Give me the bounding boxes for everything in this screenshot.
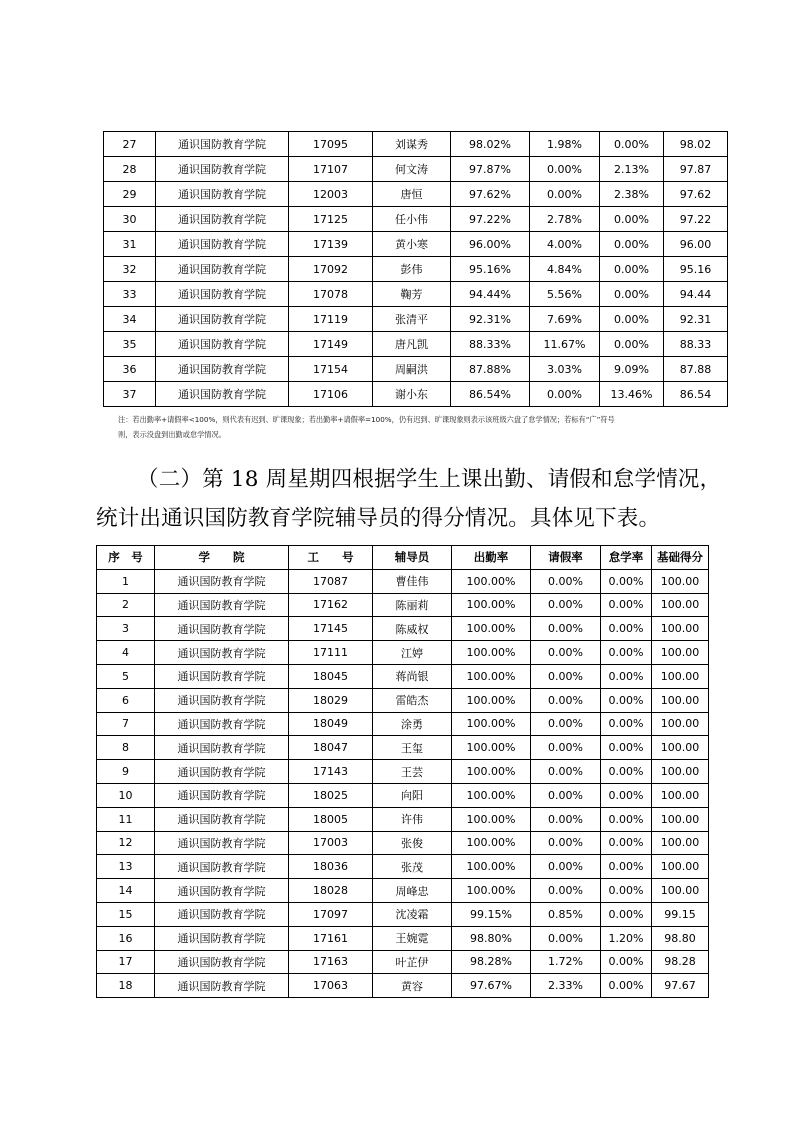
table-cell: 2.33%: [531, 974, 601, 998]
table-cell: 0.00%: [530, 182, 600, 207]
table-cell: 17092: [289, 257, 373, 282]
table-row: [104, 257, 728, 282]
table2-body: [97, 569, 709, 997]
table-cell: 谢小东: [373, 382, 451, 407]
table-row: [104, 157, 728, 182]
table-cell: 通识国防教育学院: [156, 332, 289, 357]
table-cell: 陈威权: [373, 617, 452, 641]
table-cell: 彭伟: [373, 257, 451, 282]
column-header: 出勤率: [452, 546, 531, 570]
table-cell: 98.02%: [451, 132, 530, 157]
table-cell: 0.00%: [531, 926, 601, 950]
table-row: [104, 182, 728, 207]
table-cell: 97.62%: [451, 182, 530, 207]
table-cell: 13: [97, 855, 155, 879]
table-cell: 通识国防教育学院: [156, 232, 289, 257]
counselor-score-table: [96, 545, 709, 998]
table-cell: 37: [104, 382, 156, 407]
table-cell: 94.44%: [451, 282, 530, 307]
table-row: [97, 760, 709, 784]
table-cell: 0.00%: [601, 736, 652, 760]
attendance-table-continued: [103, 131, 728, 407]
table-cell: 0.00%: [601, 664, 652, 688]
table-cell: 通识国防教育学院: [156, 282, 289, 307]
table-cell: 18036: [289, 855, 373, 879]
table-cell: 通识国防教育学院: [155, 950, 289, 974]
table-cell: 100.00%: [452, 593, 531, 617]
table-cell: 31: [104, 232, 156, 257]
table-cell: 18047: [289, 736, 373, 760]
table-cell: 0.00%: [531, 593, 601, 617]
table-row: [97, 902, 709, 926]
table-cell: 17106: [289, 382, 373, 407]
table-cell: 0.00%: [601, 902, 652, 926]
column-header: 请假率: [531, 546, 601, 570]
table-cell: 11.67%: [530, 332, 600, 357]
table-cell: 唐恒: [373, 182, 451, 207]
table-cell: 通识国防教育学院: [155, 879, 289, 903]
table-cell: 18025: [289, 783, 373, 807]
table-cell: 100.00: [652, 641, 709, 665]
table-cell: 0.00%: [600, 232, 664, 257]
table-cell: 100.00%: [452, 569, 531, 593]
table-cell: 17125: [289, 207, 373, 232]
table-cell: 2: [97, 593, 155, 617]
table-cell: 100.00: [652, 664, 709, 688]
table-cell: 86.54: [664, 382, 728, 407]
table-cell: 36: [104, 357, 156, 382]
table-cell: 通识国防教育学院: [155, 664, 289, 688]
table-cell: 0.00%: [601, 760, 652, 784]
table-cell: 通识国防教育学院: [155, 926, 289, 950]
table-cell: 鞠芳: [373, 282, 451, 307]
table-cell: 张茂: [373, 855, 452, 879]
table-cell: 通识国防教育学院: [155, 760, 289, 784]
table1-body: [104, 132, 728, 407]
table-cell: 5.56%: [530, 282, 600, 307]
footnote-line-1: 注：若出勤率+请假率<100%，则代表有迟到、旷课现象；若出勤率+请假率=100%，仍有迟到、旷课现象则表示该班级六盘了怠学情况；若标有“广”符号: [118, 415, 615, 424]
table-cell: 8: [97, 736, 155, 760]
table-cell: 100.00: [652, 617, 709, 641]
table2-header-row: [97, 546, 709, 570]
table-cell: 17003: [289, 831, 373, 855]
table-cell: 周峰忠: [373, 879, 452, 903]
table-row: [97, 831, 709, 855]
table-cell: 94.44: [664, 282, 728, 307]
table-cell: 30: [104, 207, 156, 232]
table-cell: 100.00: [652, 688, 709, 712]
table-cell: 18028: [289, 879, 373, 903]
table-cell: 0.00%: [600, 307, 664, 332]
table-cell: 27: [104, 132, 156, 157]
table-cell: 100.00: [652, 831, 709, 855]
table-cell: 0.00%: [600, 132, 664, 157]
table-cell: 黄容: [373, 974, 452, 998]
table-cell: 87.88%: [451, 357, 530, 382]
table-cell: 2.78%: [530, 207, 600, 232]
table-cell: 100.00: [652, 712, 709, 736]
table-cell: 2.13%: [600, 157, 664, 182]
table-cell: 17143: [289, 760, 373, 784]
table-cell: 32: [104, 257, 156, 282]
table-cell: 17149: [289, 332, 373, 357]
table-cell: 4.00%: [530, 232, 600, 257]
table-cell: 1: [97, 569, 155, 593]
table-cell: 17: [97, 950, 155, 974]
table-row: [97, 593, 709, 617]
table-cell: 0.00%: [531, 569, 601, 593]
table-row: [97, 926, 709, 950]
table-cell: 92.31%: [451, 307, 530, 332]
table-cell: 蒋尚银: [373, 664, 452, 688]
column-header: 学 院: [155, 546, 289, 570]
table-cell: 100.00%: [452, 736, 531, 760]
table-row: [97, 974, 709, 998]
table-cell: 0.00%: [530, 382, 600, 407]
table-cell: 0.00%: [601, 712, 652, 736]
table-cell: 95.16: [664, 257, 728, 282]
table-cell: 17107: [289, 157, 373, 182]
table-cell: 12: [97, 831, 155, 855]
table-cell: 100.00%: [452, 664, 531, 688]
table-cell: 0.00%: [600, 282, 664, 307]
table-cell: 100.00%: [452, 688, 531, 712]
table-cell: 6: [97, 688, 155, 712]
table-cell: 0.00%: [601, 617, 652, 641]
table-row: [97, 617, 709, 641]
table-cell: 98.28%: [452, 950, 531, 974]
table-cell: 0.00%: [601, 807, 652, 831]
table-cell: 17139: [289, 232, 373, 257]
table-row: [97, 807, 709, 831]
table-cell: 33: [104, 282, 156, 307]
table-cell: 江婷: [373, 641, 452, 665]
table-row: [97, 664, 709, 688]
table-cell: 向阳: [373, 783, 452, 807]
table-cell: 18029: [289, 688, 373, 712]
table-cell: 0.00%: [601, 569, 652, 593]
table-cell: 17162: [289, 593, 373, 617]
table-row: [104, 307, 728, 332]
table-cell: 35: [104, 332, 156, 357]
table-cell: 通识国防教育学院: [155, 783, 289, 807]
column-header: 序 号: [97, 546, 155, 570]
table-cell: 唐凡凯: [373, 332, 451, 357]
table-cell: 任小伟: [373, 207, 451, 232]
table-cell: 97.87%: [451, 157, 530, 182]
table-cell: 王玺: [373, 736, 452, 760]
table-cell: 100.00: [652, 736, 709, 760]
table-cell: 0.00%: [600, 257, 664, 282]
table-row: [97, 688, 709, 712]
table-cell: 99.15%: [452, 902, 531, 926]
table-cell: 0.85%: [531, 902, 601, 926]
table-cell: 通识国防教育学院: [155, 807, 289, 831]
table-cell: 0.00%: [531, 641, 601, 665]
table-cell: 3.03%: [530, 357, 600, 382]
table-cell: 28: [104, 157, 156, 182]
table-cell: 0.00%: [531, 712, 601, 736]
table-cell: 通识国防教育学院: [155, 641, 289, 665]
table-cell: 12003: [289, 182, 373, 207]
table-cell: 17063: [289, 974, 373, 998]
table-footnote: [118, 412, 698, 442]
table-row: [97, 712, 709, 736]
table-cell: 0.00%: [531, 760, 601, 784]
table-cell: 87.88: [664, 357, 728, 382]
column-header: 怠学率: [601, 546, 652, 570]
table-cell: 5: [97, 664, 155, 688]
table-cell: 王婉霓: [373, 926, 452, 950]
table-cell: 0.00%: [531, 831, 601, 855]
table-cell: 98.80%: [452, 926, 531, 950]
section-heading-line-2: 统计出通识国防教育学院辅导员的得分情况。具体见下表。: [96, 506, 661, 531]
table-cell: 100.00%: [452, 712, 531, 736]
table-cell: 王芸: [373, 760, 452, 784]
table-cell: 17119: [289, 307, 373, 332]
table-cell: 17087: [289, 569, 373, 593]
column-header: 基础得分: [652, 546, 709, 570]
table-cell: 16: [97, 926, 155, 950]
table-row: [97, 641, 709, 665]
table-row: [104, 382, 728, 407]
table-cell: 通识国防教育学院: [156, 157, 289, 182]
table-cell: 17095: [289, 132, 373, 157]
table-cell: 0.00%: [531, 807, 601, 831]
table-cell: 通识国防教育学院: [155, 902, 289, 926]
table-cell: 1.72%: [531, 950, 601, 974]
table-cell: 98.28: [652, 950, 709, 974]
table-cell: 叶芷伊: [373, 950, 452, 974]
table-cell: 98.80: [652, 926, 709, 950]
table-cell: 通识国防教育学院: [155, 712, 289, 736]
table-cell: 陈丽莉: [373, 593, 452, 617]
table-cell: 14: [97, 879, 155, 903]
table-cell: 通识国防教育学院: [155, 831, 289, 855]
table-cell: 100.00%: [452, 617, 531, 641]
column-header: 工 号: [289, 546, 373, 570]
table-cell: 0.00%: [601, 974, 652, 998]
table-cell: 18005: [289, 807, 373, 831]
table-cell: 通识国防教育学院: [155, 855, 289, 879]
table-cell: 0.00%: [531, 617, 601, 641]
table-cell: 7.69%: [530, 307, 600, 332]
table-cell: 15: [97, 902, 155, 926]
table-row: [104, 232, 728, 257]
table-cell: 1.20%: [601, 926, 652, 950]
table-cell: 0.00%: [601, 831, 652, 855]
table-cell: 18: [97, 974, 155, 998]
table-cell: 88.33: [664, 332, 728, 357]
table-cell: 34: [104, 307, 156, 332]
table-cell: 通识国防教育学院: [155, 974, 289, 998]
table-cell: 0.00%: [601, 950, 652, 974]
table-cell: 通识国防教育学院: [156, 357, 289, 382]
table-cell: 17154: [289, 357, 373, 382]
table-cell: 4: [97, 641, 155, 665]
table-cell: 100.00%: [452, 783, 531, 807]
table-cell: 雷皓杰: [373, 688, 452, 712]
table-cell: 9.09%: [600, 357, 664, 382]
table-cell: 2.38%: [600, 182, 664, 207]
table-cell: 100.00: [652, 569, 709, 593]
table-row: [97, 569, 709, 593]
table-row: [97, 783, 709, 807]
table-cell: 100.00%: [452, 760, 531, 784]
table-cell: 9: [97, 760, 155, 784]
table-cell: 100.00: [652, 593, 709, 617]
table-cell: 17097: [289, 902, 373, 926]
table-cell: 0.00%: [601, 688, 652, 712]
table-cell: 17078: [289, 282, 373, 307]
footnote-line-2: 则，表示没盘到出勤或怠学情况。: [118, 430, 226, 439]
table-cell: 100.00%: [452, 831, 531, 855]
table-row: [104, 132, 728, 157]
table-cell: 黄小寒: [373, 232, 451, 257]
table-cell: 0.00%: [531, 688, 601, 712]
table-cell: 通识国防教育学院: [156, 307, 289, 332]
table-cell: 100.00: [652, 760, 709, 784]
table-cell: 通识国防教育学院: [155, 569, 289, 593]
table-cell: 0.00%: [530, 157, 600, 182]
table-cell: 100.00%: [452, 879, 531, 903]
table-cell: 涂勇: [373, 712, 452, 736]
table-cell: 张清平: [373, 307, 451, 332]
table-row: [97, 950, 709, 974]
table-row: [104, 207, 728, 232]
table-cell: 0.00%: [601, 855, 652, 879]
table-cell: 99.15: [652, 902, 709, 926]
table-cell: 100.00: [652, 855, 709, 879]
table-row: [97, 879, 709, 903]
table-cell: 18049: [289, 712, 373, 736]
table-cell: 17111: [289, 641, 373, 665]
table-cell: 许伟: [373, 807, 452, 831]
table-cell: 97.67: [652, 974, 709, 998]
table-cell: 97.87: [664, 157, 728, 182]
table-row: [97, 855, 709, 879]
table-cell: 0.00%: [531, 783, 601, 807]
table-cell: 100.00%: [452, 855, 531, 879]
table-cell: 7: [97, 712, 155, 736]
table-cell: 100.00: [652, 783, 709, 807]
table-cell: 98.02: [664, 132, 728, 157]
table-cell: 17145: [289, 617, 373, 641]
table-cell: 97.67%: [452, 974, 531, 998]
table-row: [104, 282, 728, 307]
table-cell: 0.00%: [531, 855, 601, 879]
section-heading-line-1: （二）第 18 周星期四根据学生上课出勤、请假和怠学情况，: [137, 467, 722, 492]
table-row: [104, 357, 728, 382]
table-cell: 通识国防教育学院: [155, 593, 289, 617]
table-cell: 96.00: [664, 232, 728, 257]
table-cell: 10: [97, 783, 155, 807]
table-cell: 11: [97, 807, 155, 831]
table-cell: 3: [97, 617, 155, 641]
table-cell: 88.33%: [451, 332, 530, 357]
table-cell: 通识国防教育学院: [156, 182, 289, 207]
table-cell: 17161: [289, 926, 373, 950]
table-cell: 0.00%: [601, 783, 652, 807]
table-cell: 100.00: [652, 879, 709, 903]
table-cell: 通识国防教育学院: [155, 617, 289, 641]
table-cell: 0.00%: [601, 593, 652, 617]
table-cell: 0.00%: [600, 207, 664, 232]
table-cell: 沈凌霜: [373, 902, 452, 926]
table-cell: 曹佳伟: [373, 569, 452, 593]
table-cell: 97.22%: [451, 207, 530, 232]
table-cell: 周嗣洪: [373, 357, 451, 382]
table-cell: 4.84%: [530, 257, 600, 282]
table-row: [104, 332, 728, 357]
table-cell: 1.98%: [530, 132, 600, 157]
table-cell: 96.00%: [451, 232, 530, 257]
table-cell: 刘谋秀: [373, 132, 451, 157]
table-cell: 通识国防教育学院: [156, 257, 289, 282]
table-cell: 通识国防教育学院: [156, 382, 289, 407]
table-cell: 86.54%: [451, 382, 530, 407]
column-header: 辅导员: [373, 546, 452, 570]
table-cell: 0.00%: [601, 879, 652, 903]
table-cell: 100.00: [652, 807, 709, 831]
table-cell: 92.31: [664, 307, 728, 332]
table-cell: 0.00%: [531, 736, 601, 760]
table-cell: 通识国防教育学院: [155, 688, 289, 712]
table-cell: 17163: [289, 950, 373, 974]
table-cell: 0.00%: [531, 879, 601, 903]
table-cell: 13.46%: [600, 382, 664, 407]
table-cell: 97.62: [664, 182, 728, 207]
table-cell: 97.22: [664, 207, 728, 232]
table-row: [97, 736, 709, 760]
table-cell: 通识国防教育学院: [155, 736, 289, 760]
table-cell: 通识国防教育学院: [156, 207, 289, 232]
table-cell: 张俊: [373, 831, 452, 855]
table-cell: 100.00%: [452, 807, 531, 831]
table-cell: 0.00%: [531, 664, 601, 688]
table-cell: 何文涛: [373, 157, 451, 182]
table-cell: 通识国防教育学院: [156, 132, 289, 157]
table-cell: 29: [104, 182, 156, 207]
table-cell: 100.00%: [452, 641, 531, 665]
table-cell: 0.00%: [601, 641, 652, 665]
table-cell: 18045: [289, 664, 373, 688]
table-cell: 95.16%: [451, 257, 530, 282]
table-cell: 0.00%: [600, 332, 664, 357]
